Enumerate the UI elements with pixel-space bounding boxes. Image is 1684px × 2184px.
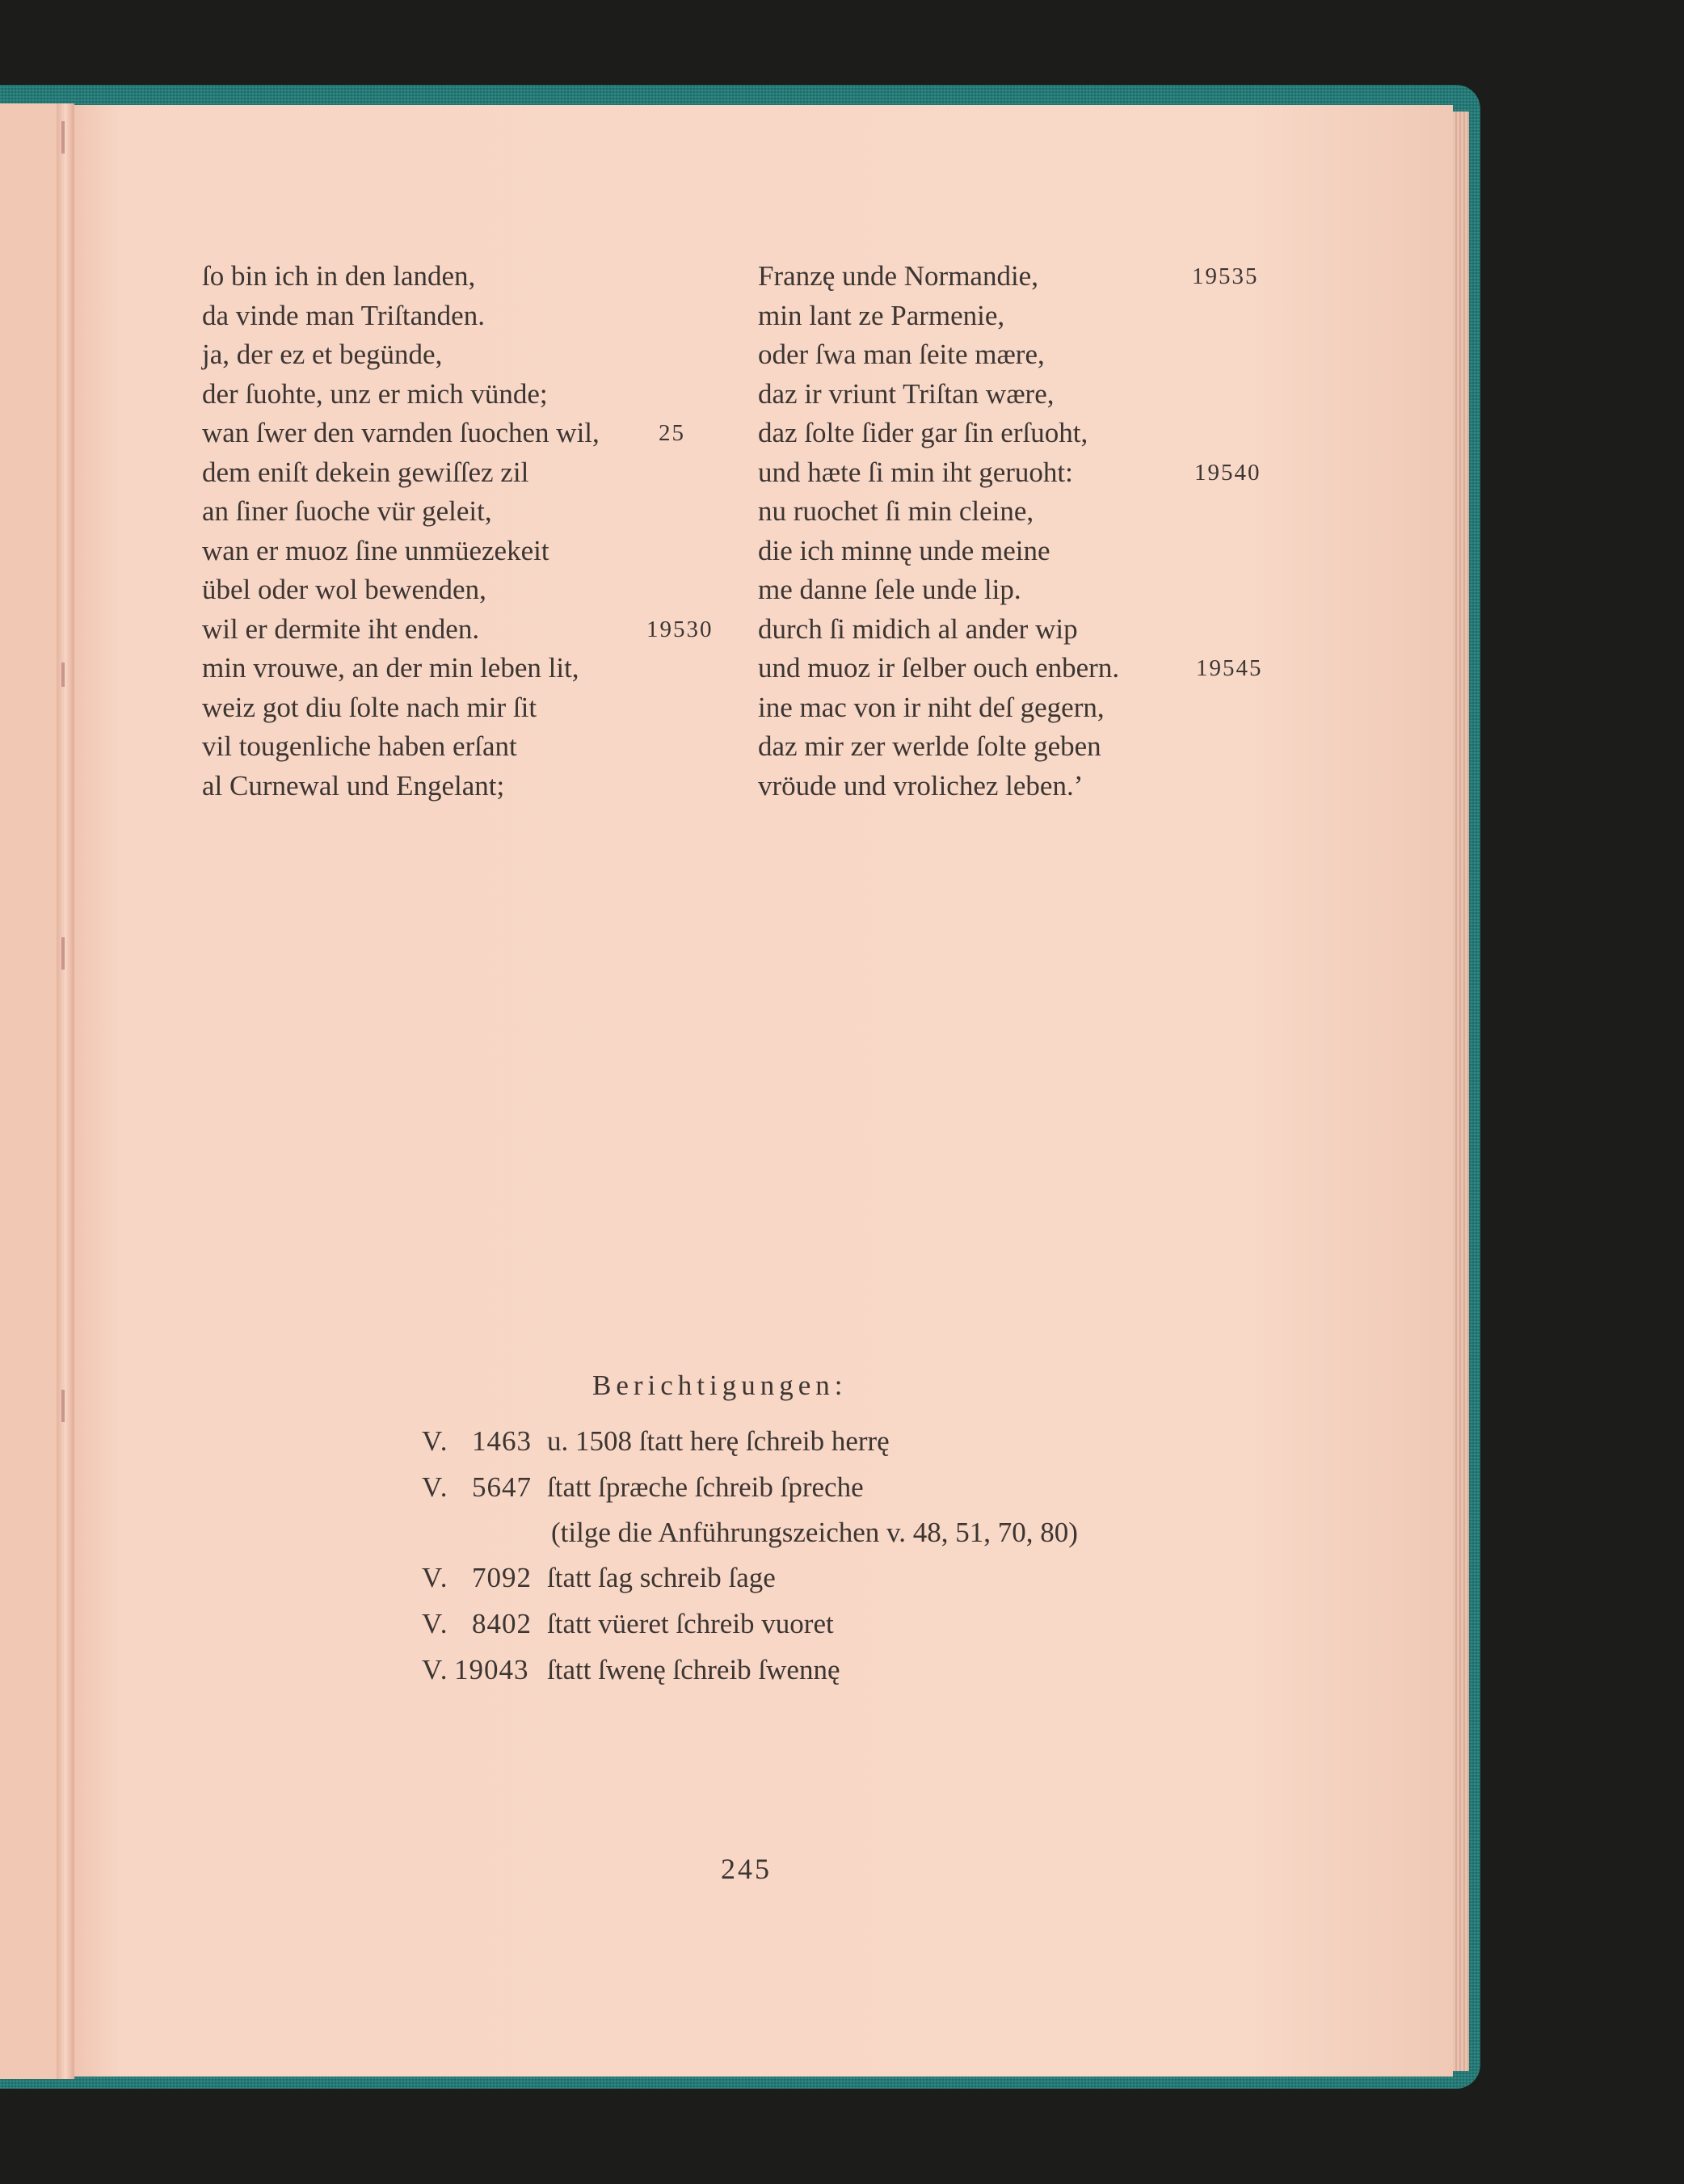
verse-line: daz mir zer werlde ſolte geben	[758, 730, 1101, 762]
verse-line: der ſuohte, unz er mich vünde;	[202, 377, 548, 410]
verse-line: daz ir vriunt Triſtan wære,	[758, 377, 1055, 410]
verse-line: ine mac von ir niht deſ gegern,	[758, 691, 1105, 723]
verse-line: Franzę unde Normandie, 19535	[758, 257, 1275, 297]
page-number: 245	[721, 1853, 772, 1885]
verse-line: me danne ſele unde lip.	[758, 574, 1021, 605]
verse-line: weiz got diu ſolte nach mir ſit	[202, 691, 537, 723]
verse-line: und muoz ir ſelber ouch enbern. 19545	[758, 649, 1275, 688]
line-number: 19530	[646, 616, 714, 642]
line-number: 19535	[1192, 263, 1259, 289]
errata-heading: Berichtigungen:	[592, 1370, 848, 1401]
line-number: 19540	[1194, 459, 1261, 486]
verse-line: wil er dermite iht enden. 19530	[202, 610, 719, 650]
verse-line: an ſiner ſuoche vür geleit,	[202, 495, 492, 527]
verse-line: übel oder wol bewenden,	[202, 574, 486, 605]
page-edges	[1453, 112, 1469, 2071]
verse-line: nu ruochet ſi min cleine,	[758, 495, 1034, 527]
binding-stitch	[61, 937, 65, 970]
verse-line: da vinde man Triſtanden.	[202, 299, 485, 331]
verse-line: ſo bin ich in den landen,	[202, 260, 476, 292]
verse-line: durch ſi midich al ander wip	[758, 612, 1078, 645]
book-gutter	[57, 103, 74, 2079]
verse-line: min vrouwe, an der min leben lit,	[202, 652, 579, 684]
verse-line: dem eniſt dekein gewiſſez zil	[202, 456, 529, 488]
verse-line: al Curnewal und Engelant;	[202, 769, 505, 802]
verse-line: daz ſolte ſider gar ſin erſuoht,	[758, 417, 1088, 448]
verse-line: min lant ze Parmenie,	[758, 299, 1005, 331]
verse-line: die ich minnę unde meine	[758, 534, 1050, 566]
verse-line: wan er muoz ſine unmüezekeit	[202, 534, 549, 566]
verse-line: ja, der ez et begünde,	[202, 339, 443, 370]
verse-line: vil tougenliche haben erſant	[202, 730, 517, 762]
verse-line: und hæte ſi min iht geruoht: 19540	[758, 453, 1275, 493]
line-number: 25	[659, 420, 685, 446]
verse-column-left	[202, 257, 719, 806]
verse-column-right	[758, 257, 1275, 806]
verse-line: wan ſwer den varnden ſuochen wil, 25	[202, 414, 719, 453]
verse-line: oder ſwa man ſeite mære,	[758, 339, 1045, 370]
binding-stitch	[61, 663, 65, 687]
verse-line: vröude und vrolichez leben.’	[758, 769, 1084, 802]
binding-stitch	[61, 1390, 65, 1422]
line-number: 19545	[1196, 655, 1263, 681]
binding-stitch	[61, 121, 65, 154]
